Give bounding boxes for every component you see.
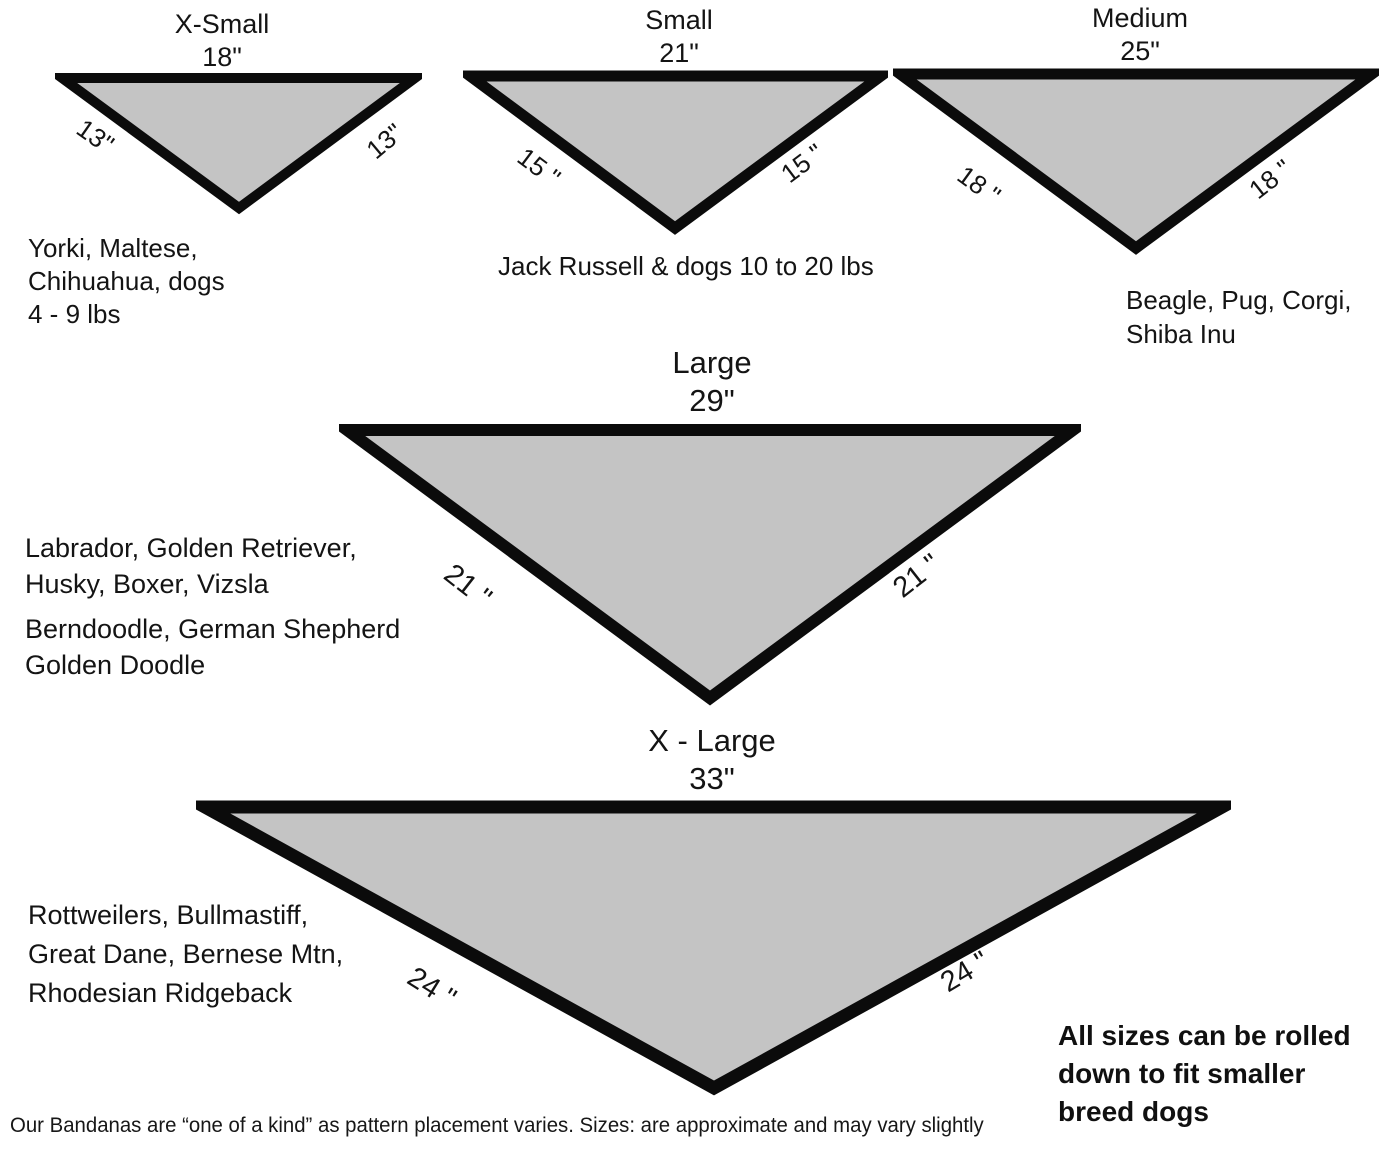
xlarge-title (592, 722, 832, 798)
xlarge-left-side-label: 24 " (401, 961, 462, 1016)
large-top-width: 29" (689, 383, 735, 418)
xsmall-top-width: 18" (202, 42, 242, 72)
xlarge-breed-line: Rottweilers, Bullmastiff, (28, 900, 309, 930)
medium-breed-line: Beagle, Pug, Corgi, (1126, 285, 1352, 315)
large-breed-line: Berndoodle, German Shepherd (25, 614, 401, 644)
large-size-name: Large (672, 345, 752, 380)
small-right-side-label: 15 " (775, 137, 830, 189)
footer-disclaimer: Our Bandanas are “one of a kind” as pattern placement varies. Sizes: are approximate and may vary slightly (10, 1114, 984, 1137)
xlarge-size-name: X - Large (648, 723, 776, 758)
xsmall-size-name: X-Small (174, 9, 270, 39)
large-right-side-label: 21 " (887, 547, 947, 605)
xlarge-breed-list (28, 896, 343, 1013)
roll-down-note-line: down to fit smaller (1058, 1058, 1306, 1089)
large-breed-list (25, 530, 400, 683)
medium-left-side-label: 18 " (951, 159, 1007, 211)
xlarge-right-side-label: 24 " (935, 945, 995, 999)
xlarge-top-width: 33" (689, 761, 735, 796)
roll-down-note-line: breed dogs (1058, 1096, 1209, 1127)
xlarge-breed-line: Rhodesian Ridgeback (28, 978, 293, 1008)
roll-down-note-line: All sizes can be rolled (1058, 1020, 1351, 1051)
xsmall-breed-line: Yorki, Maltese, (28, 233, 198, 263)
medium-top-width: 25" (1120, 36, 1160, 66)
small-left-side-label: 15 " (511, 141, 567, 193)
medium-right-side-label: 18 " (1243, 153, 1298, 205)
medium-breed-line: Shiba Inu (1126, 319, 1236, 349)
medium-title (1040, 2, 1240, 68)
small-top-width: 21" (659, 38, 699, 68)
medium-bandana-triangle (893, 67, 1379, 255)
small-size-name: Small (645, 5, 713, 35)
xsmall-left-side-label: 13" (71, 112, 120, 160)
xsmall-right-side-label: 13" (360, 117, 410, 165)
xlarge-breed-line: Great Dane, Bernese Mtn, (28, 939, 344, 969)
large-bandana-triangle (339, 422, 1081, 706)
small-breed-list (498, 250, 874, 283)
large-breed-line: Husky, Boxer, Vizsla (25, 569, 269, 599)
small-breed-line: Jack Russell & dogs 10 to 20 lbs (498, 251, 874, 281)
xsmall-breed-line: Chihuahua, dogs (28, 266, 225, 296)
large-breed-line: Golden Doodle (25, 650, 206, 680)
large-title (592, 344, 832, 420)
medium-size-name: Medium (1091, 3, 1189, 33)
large-left-side-label: 21 " (437, 557, 498, 615)
medium-breed-list (1126, 283, 1351, 351)
roll-down-note (1058, 1017, 1351, 1131)
xsmall-breed-line: 4 - 9 lbs (28, 299, 121, 329)
xsmall-title (122, 8, 322, 74)
xsmall-breed-list (28, 232, 225, 331)
small-title (579, 4, 779, 70)
large-breed-line: Labrador, Golden Retriever, (25, 533, 357, 563)
